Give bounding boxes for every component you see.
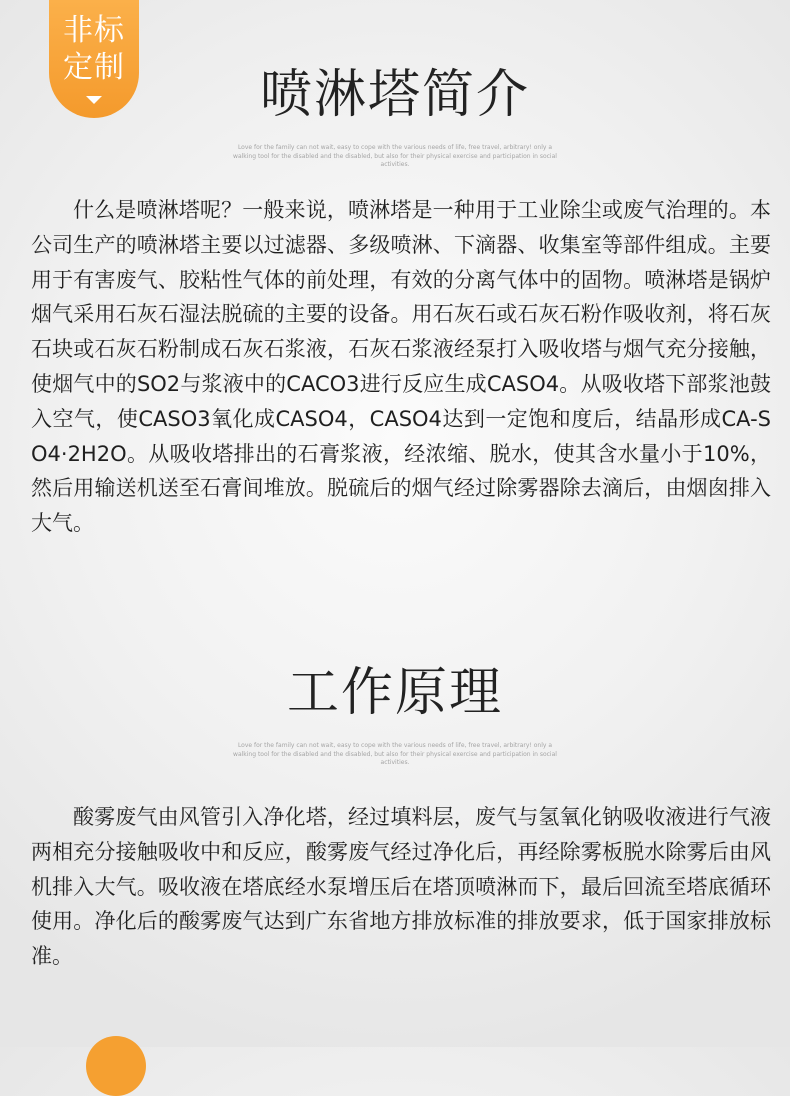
intro-paragraph: 什么是喷淋塔呢？一般来说，喷淋塔是一种用于工业除尘或废气治理的。本公司生产的喷淋塔主要以过滤器、多级喷淋、下滴器、收集室等部件组成。主要用于有害废气、胶粘性气体的前处理，有效的分离气体中的固物。喷淋塔是锅炉烟气采用石灰石湿法脱硫的主要的设备。用石灰石或石灰石粉作吸收剂，将石灰石块或石灰石粉制成石灰石浆液，石灰石浆液经泵打入吸收塔与烟气充分接触，使烟气中的SO2与浆液中的CACO3进行反应生成CASO4。从吸收塔下部浆池鼓入空气，使CASO3氧化成CASO4，CASO4达到一定饱和度后，结晶形成CA-SO4·2H2O。从吸收塔排出的石膏浆液，经浓缩、脱水，使其含水量小于10%，然后用输送机送至石膏间堆放。脱硫后的烟气经过除雾器除去滴后，由烟囱排入大气。 [31,198,771,536]
section-title-intro: 喷淋塔简介 [259,65,530,125]
badge-label-line1: 非标 [63,13,125,48]
section-tagline-intro: Love for the family can not wait, easy to cope with the various needs of life, free travel, arbitrary! only a walking tool for the disabled and the disabled, but also for their physical exercise and participation in social activities. [233,144,557,168]
principle-paragraph: 酸雾废气由风管引入净化塔，经过填料层，废气与氢氧化钠吸收液进行气液两相充分接触吸收中和反应，酸雾废气经过净化后，再经除雾板脱水除雾后由风机排入大气。吸收液在塔底经水泵增压后在塔顶喷淋而下，最后回流至塔底循环使用。净化后的酸雾废气达到广东省地方排放标准的排放要求，低于国家排放标准。 [31,805,771,969]
section-tagline-principle: Love for the family can not wait, easy to cope with the various needs of life, free travel, arbitrary! only a walking tool for the disabled and the disabled, but also for their physical exercise and participation in social activities. [233,742,557,766]
section-title-principle: 工作原理 [286,663,503,723]
next-section-badge [86,1036,146,1096]
badge-label-line2: 定制 [63,50,125,85]
